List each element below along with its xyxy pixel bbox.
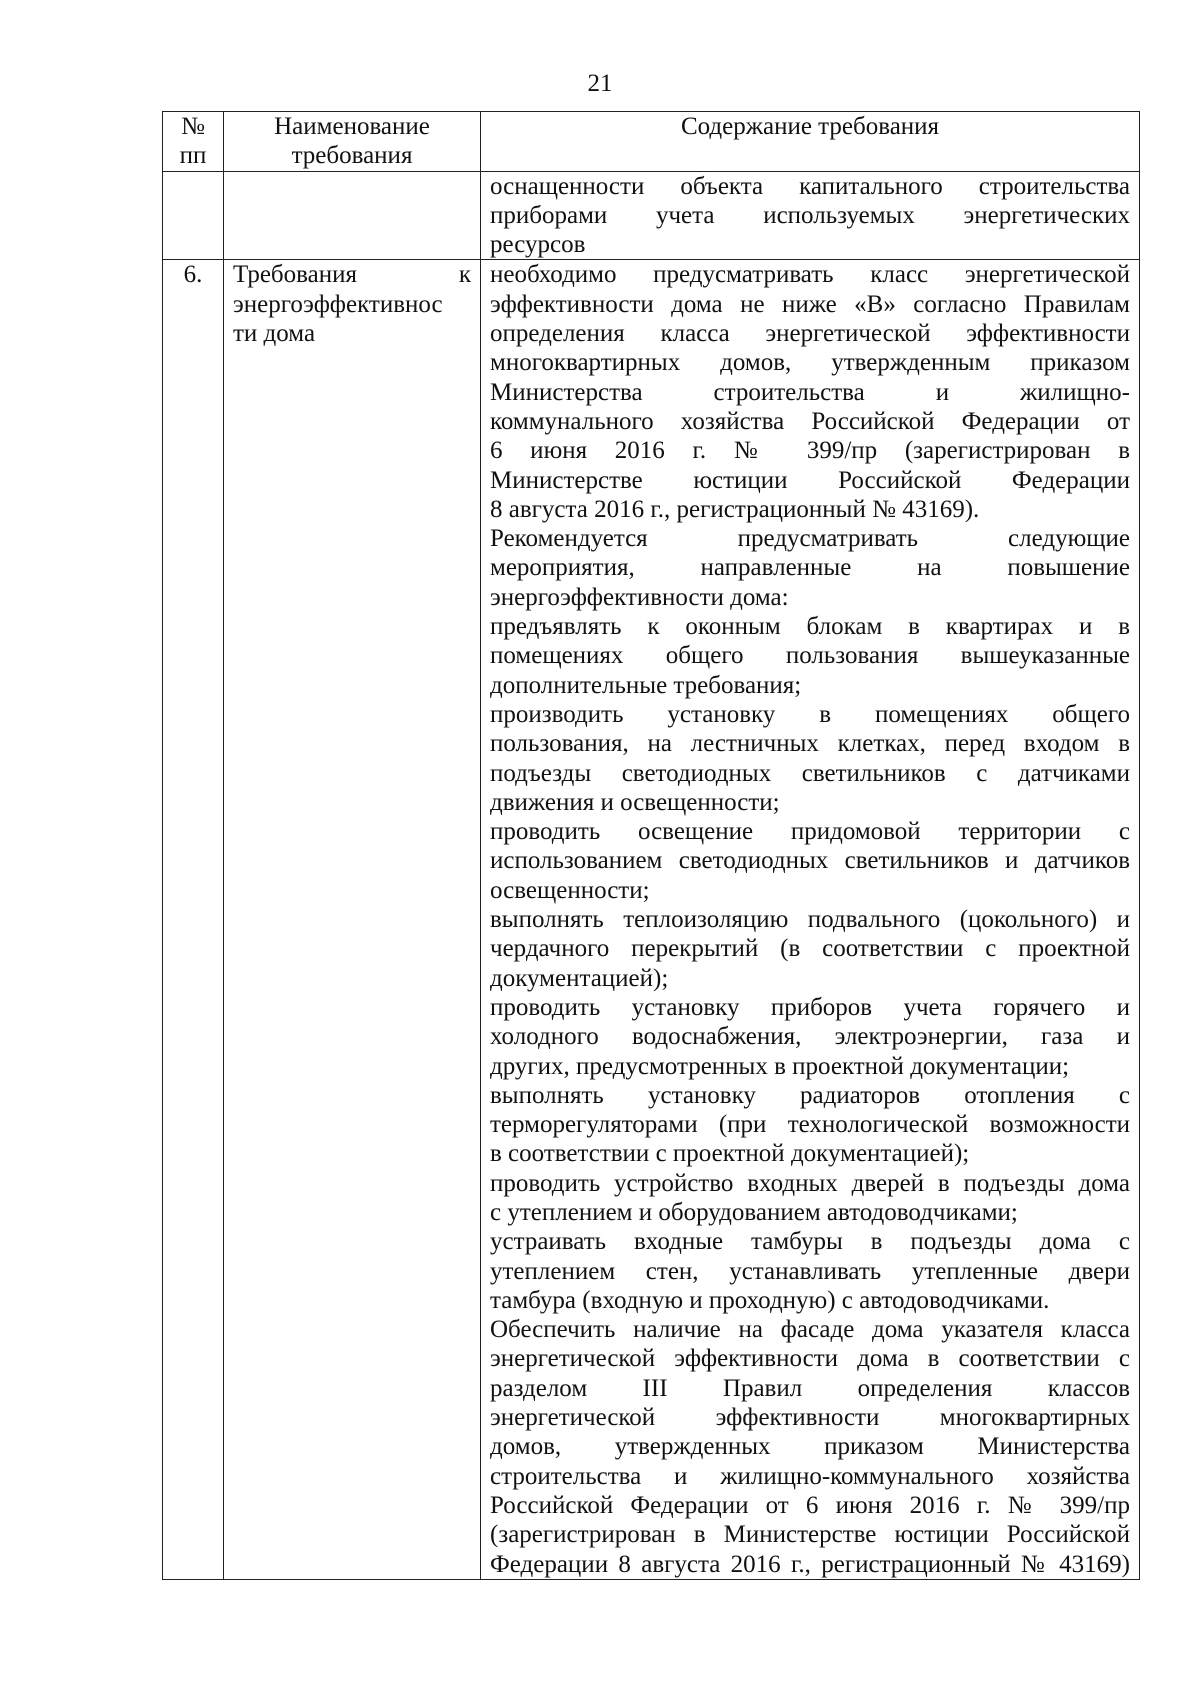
content-line: производить установку в помещениях общего — [490, 700, 1130, 728]
content-paragraph — [490, 172, 1130, 260]
content-line: тамбура (входную и проходную) с автодоводчиками. — [490, 1286, 1050, 1314]
row-content-cell — [481, 171, 1140, 260]
content-line: разделом III Правил определения классов — [490, 1374, 1130, 1402]
row-number-cell — [163, 171, 224, 260]
header-number-line: № — [181, 113, 205, 140]
content-line: чердачного перекрытий (в соответствии с проектной — [490, 935, 1130, 963]
table-header-row — [163, 112, 1140, 172]
content-line: проводить установку приборов учета горячего и — [490, 993, 1130, 1021]
content-paragraph — [490, 993, 1130, 1081]
row-name-line: энергоэффективнос — [233, 290, 443, 318]
content-line: освещенности; — [490, 876, 650, 904]
content-line: ресурсов — [490, 231, 586, 259]
row-number-cell: 6. — [163, 260, 224, 1579]
content-paragraph — [490, 260, 1130, 524]
content-line: помещениях общего пользования вышеуказанные — [490, 642, 1130, 670]
content-paragraph — [490, 524, 1130, 612]
content-paragraph — [490, 1315, 1130, 1579]
content-line: в соответствии с проектной документацией); — [490, 1140, 970, 1168]
content-line: использованием светодиодных светильников и датчиков — [490, 847, 1130, 875]
row-name-line: Требования к — [233, 261, 471, 289]
content-line: Федерации 8 августа 2016 г., регистрационный № 43169) — [490, 1550, 1130, 1578]
header-content: Содержание требования — [481, 112, 1140, 172]
content-line: Обеспечить наличие на фасаде дома указателя класса — [490, 1316, 1130, 1344]
content-line: (зарегистрирован в Министерстве юстиции Российской — [490, 1521, 1130, 1549]
content-line: многоквартирных домов, утвержденным приказом — [490, 349, 1130, 377]
content-line: дополнительные требования; — [490, 671, 802, 699]
row-name-cell — [224, 171, 481, 260]
content-line: движения и освещенности; — [490, 788, 780, 816]
content-line: коммунального хозяйства Российской Федерации от — [490, 407, 1130, 435]
header-name-line: Наименование — [274, 113, 430, 140]
content-line: выполнять теплоизоляцию подвального (цокольного) и — [490, 906, 1130, 934]
row-content-cell — [481, 260, 1140, 1579]
content-line: Рекомендуется предусматривать следующие — [490, 525, 1130, 553]
content-line: других, предусмотренных в проектной документации; — [490, 1052, 1070, 1080]
content-line: оснащенности объекта капитального строительства — [490, 172, 1130, 200]
content-line: 6 июня 2016 г. № 399/пр (зарегистрирован в — [490, 437, 1130, 465]
content-line: терморегуляторами (при технологической возможности — [490, 1111, 1130, 1139]
row-name-cell — [224, 260, 481, 1579]
content-paragraph — [490, 1081, 1130, 1169]
content-line: эффективности дома не ниже «В» согласно Правилам — [490, 290, 1130, 318]
content-line: необходимо предусматривать класс энергетической — [490, 261, 1130, 289]
content-line: холодного водоснабжения, электроэнергии, газа и — [490, 1023, 1130, 1051]
content-line: мероприятия, направленные на повышение — [490, 554, 1130, 582]
header-name — [224, 112, 481, 172]
content-line: 8 августа 2016 г., регистрационный № 43169). — [490, 495, 980, 523]
content-paragraph — [490, 905, 1130, 993]
content-paragraph — [490, 700, 1130, 817]
content-line: предъявлять к оконным блокам в квартирах и в — [490, 613, 1130, 641]
content-line: Министерстве юстиции Российской Федерации — [490, 466, 1130, 494]
content-line: энергетической эффективности многоквартирных — [490, 1404, 1130, 1432]
header-number-line: пп — [179, 142, 207, 170]
content-paragraph — [490, 612, 1130, 700]
content-line: энергоэффективности дома: — [490, 583, 789, 611]
content-line: проводить освещение придомовой территории с — [490, 818, 1130, 846]
content-line: Российской Федерации от 6 июня 2016 г. № 399/пр — [490, 1491, 1130, 1519]
content-paragraph — [490, 817, 1130, 905]
content-line: домов, утвержденных приказом Министерства — [490, 1433, 1130, 1461]
content-line: с утеплением и оборудованием автодоводчиками; — [490, 1198, 1018, 1226]
content-paragraph — [490, 1169, 1130, 1228]
content-paragraph — [490, 1227, 1130, 1315]
table-row-6 — [163, 260, 1140, 1579]
content-line: пользования, на лестничных клетках, перед входом в — [490, 730, 1130, 758]
content-line: энергетической эффективности дома в соответствии с — [490, 1345, 1130, 1373]
content-line: выполнять установку радиаторов отопления с — [490, 1081, 1130, 1109]
content-line: устраивать входные тамбуры в подъезды дома с — [490, 1228, 1130, 1256]
content-line: подъезды светодиодных светильников с датчиками — [490, 759, 1130, 787]
header-name-line: требования — [291, 142, 413, 170]
table-row-continuation — [163, 171, 1140, 260]
page-number: 21 — [587, 70, 613, 97]
header-number — [163, 112, 224, 172]
row-name-line: ти дома — [233, 320, 316, 348]
content-line: определения класса энергетической эффективности — [490, 320, 1130, 348]
requirements-table — [162, 111, 1140, 1580]
content-line: документацией); — [490, 964, 669, 992]
content-line: проводить устройство входных дверей в подъезды дома — [490, 1169, 1130, 1197]
content-line: приборами учета используемых энергетических — [490, 201, 1130, 229]
content-line: строительства и жилищно-коммунального хозяйства — [490, 1462, 1130, 1490]
content-line: утеплением стен, устанавливать утепленные двери — [490, 1257, 1130, 1285]
content-line: Министерства строительства и жилищно- — [490, 378, 1130, 406]
